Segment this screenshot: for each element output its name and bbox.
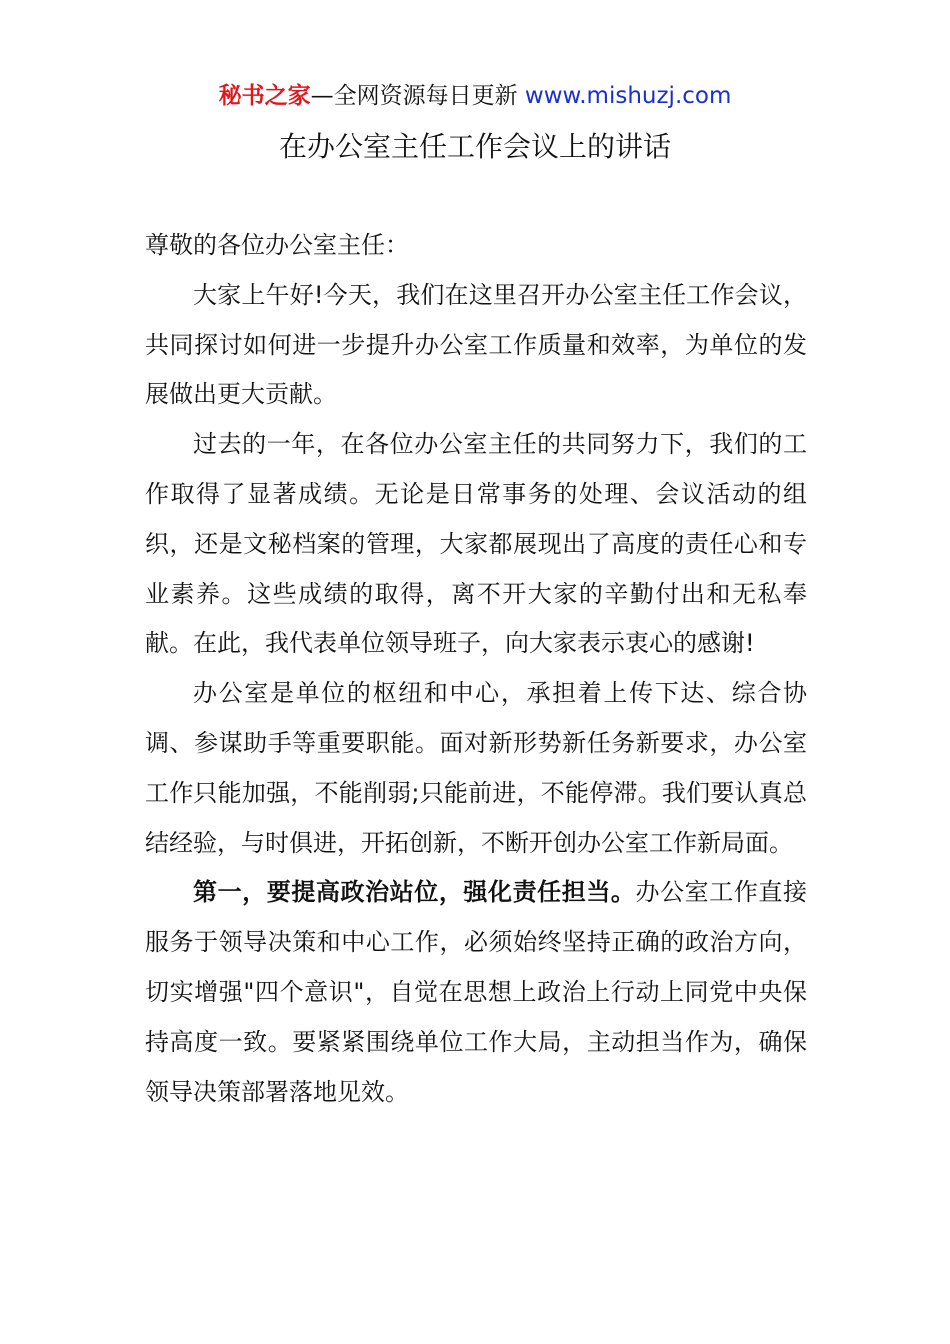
paragraph-point-one — [145, 868, 807, 1117]
point-one-text: 办公室工作直接服务于领导决策和中心工作，必须始终坚持正确的政治方向，切实增强"四个意识"，自觉在思想上政治上行动上同党中央保持高度一致。要紧紧围绕单位工作大局，主动担当作为，确保领导决策部署落地见效。 — [145, 878, 807, 1106]
site-url[interactable]: www.mishuzj.com — [524, 83, 732, 109]
site-header — [0, 80, 950, 112]
salutation: 尊敬的各位办公室主任： — [145, 231, 409, 259]
document-body — [145, 221, 807, 1117]
point-one-heading: 第一，要提高政治站位，强化责任担当。 — [193, 878, 636, 907]
site-tagline: —全网资源每日更新 — [310, 83, 525, 109]
paragraph-greeting: 大家上午好!今天，我们在这里召开办公室主任工作会议，共同探讨如何进一步提升办公室工作质量和效率，为单位的发展做出更大贡献。 — [145, 280, 807, 409]
paragraph-office-role: 办公室是单位的枢纽和中心，承担着上传下达、综合协调、参谋助手等重要职能。面对新形势新任务新要求，办公室工作只能加强，不能削弱;只能前进，不能停滞。我们要认真总结经验，与时俱进，开拓创新，不断开创办公室工作新局面。 — [145, 679, 807, 857]
paragraph-achievements: 过去的一年，在各位办公室主任的共同努力下，我们的工作取得了显著成绩。无论是日常事务的处理、会议活动的组织，还是文秘档案的管理，大家都展现出了高度的责任心和专业素养。这些成绩的取得，离不开大家的辛勤付出和无私奉献。在此，我代表单位领导班子，向大家表示衷心的感谢! — [145, 430, 807, 658]
document-title: 在办公室主任工作会议上的讲话 — [278, 130, 671, 163]
site-brand: 秘书之家 — [218, 83, 311, 109]
